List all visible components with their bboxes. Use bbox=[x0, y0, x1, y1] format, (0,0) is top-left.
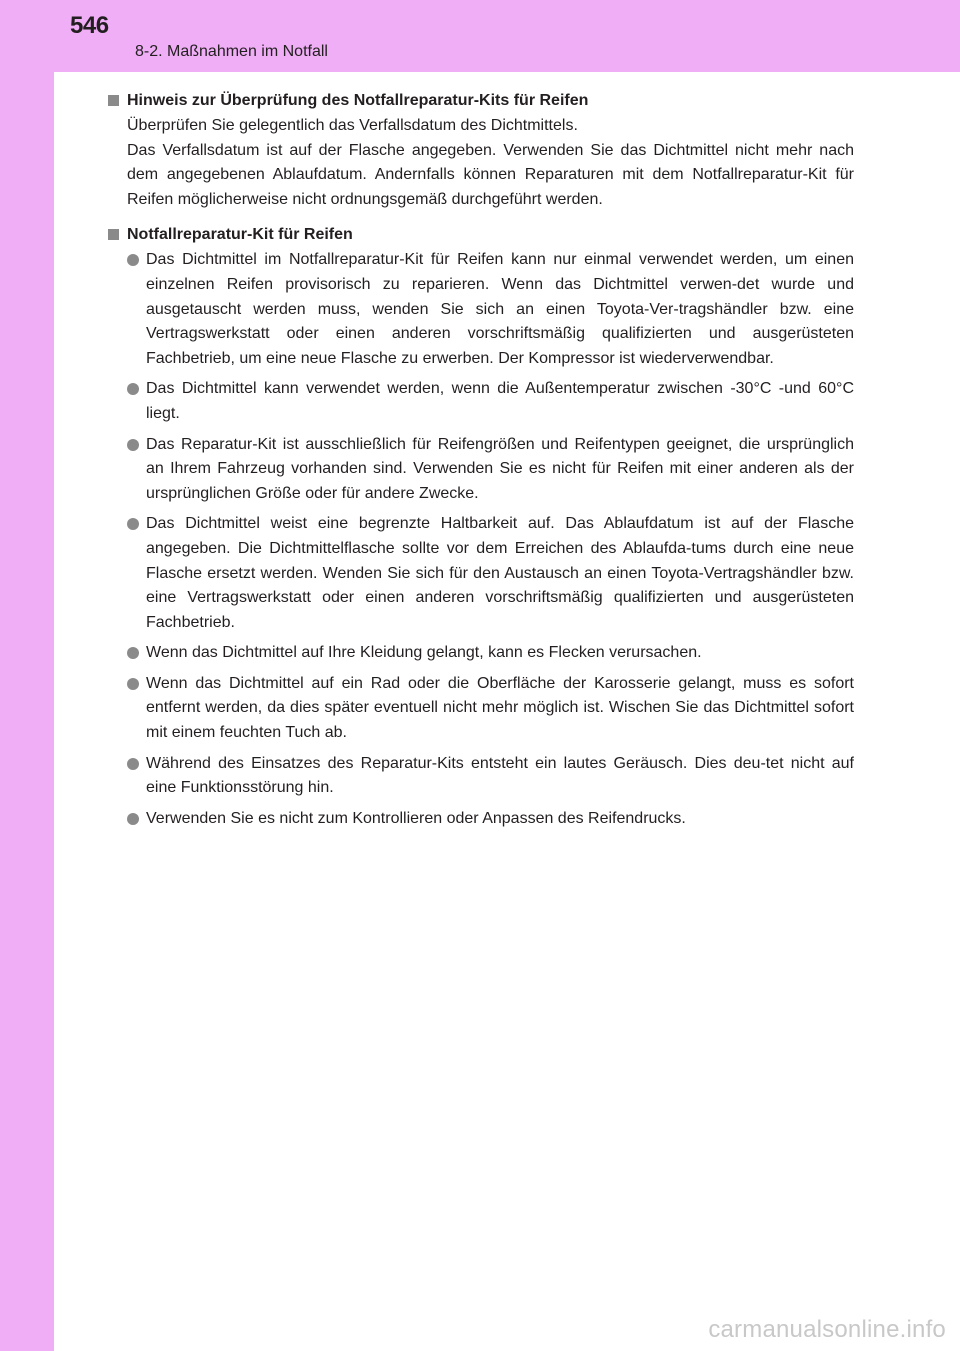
circle-bullet-icon bbox=[127, 439, 139, 451]
section-heading bbox=[108, 223, 854, 247]
paragraph: Überprüfen Sie gelegentlich das Verfallsdatum des Dichtmittels. bbox=[127, 117, 578, 134]
list-item bbox=[108, 807, 854, 832]
list-item-text: Während des Einsatzes des Reparatur-Kits entsteht ein lautes Geräusch. Dies deu-tet nicht auf eine Funktionsstörung hin. bbox=[146, 754, 854, 797]
list-item bbox=[108, 641, 854, 666]
chapter-title: 8-2. Maßnahmen im Notfall bbox=[135, 43, 328, 60]
list-item bbox=[108, 752, 854, 801]
square-bullet-icon bbox=[108, 95, 119, 106]
section-sealant-check bbox=[108, 89, 854, 212]
list-item-text: Verwenden Sie es nicht zum Kontrollieren oder Anpassen des Reifendrucks. bbox=[146, 809, 686, 827]
list-item bbox=[108, 512, 854, 635]
list-item-text: Das Dichtmittel im Notfallreparatur-Kit für Reifen kann nur einmal verwendet werden, um einen einzelnen Reifen provisorisch zu reparieren. Wenn das Dichtmittel verwen-det wurde und ausgetauscht werden muss, wenden Sie sich an einen Toyota-Ver-tragshändler bzw. eine Vertragswerkstatt oder einen anderen vorschriftsmäßig qualifizierten und ausgerüsteten Fachbetrieb, um eine neue Flasche zu erwerben. Der Kompressor ist wiederverwendbar. bbox=[146, 251, 854, 367]
list-item-text: Das Reparatur-Kit ist ausschließlich für Reifengrößen und Reifentypen geeignet, die ursprünglich an Ihrem Fahrzeug vorhanden sind. Verwenden Sie es nicht für Reifen mit einer anderen als der ursprünglichen Größe oder für andere Zwecke. bbox=[146, 435, 854, 502]
list-item-text: Wenn das Dichtmittel auf ein Rad oder die Oberfläche der Karosserie gelangt, muss es sofort entfernt werden, da dies später eventuell nicht mehr möglich ist. Wischen Sie das Dichtmittel sofort mit einem feuchten Tuch ab. bbox=[146, 674, 854, 742]
section-heading-text: Hinweis zur Überprüfung des Notfallreparatur-Kits für Reifen bbox=[127, 92, 589, 109]
circle-bullet-icon bbox=[127, 813, 139, 825]
page-number: 546 bbox=[70, 12, 109, 39]
list-item bbox=[108, 433, 854, 507]
bullet-list bbox=[108, 248, 854, 831]
section-heading bbox=[108, 89, 854, 113]
circle-bullet-icon bbox=[127, 678, 139, 690]
square-bullet-icon bbox=[108, 229, 119, 240]
section-repair-kit bbox=[108, 223, 854, 831]
list-item-text: Das Dichtmittel kann verwendet werden, wenn die Außentemperatur zwischen -30°C -und 60°C liegt. bbox=[146, 380, 854, 422]
circle-bullet-icon bbox=[127, 254, 139, 266]
list-item bbox=[108, 672, 854, 746]
list-item-text: Das Dichtmittel weist eine begrenzte Haltbarkeit auf. Das Ablaufdatum ist auf der Flasche angegeben. Die Dichtmittelflasche sollte vor dem Erreichen des Ablaufda-tums durch eine neue Flasche ersetzt werden. Wenden Sie sich für den Austausch an einen Toyota-Vertragshändler bzw. eine Vertragswerkstatt oder einen anderen vorschriftsmäßig qualifizierten und ausgerüsteten Fachbetrieb. bbox=[146, 515, 854, 631]
list-item-text: Wenn das Dichtmittel auf Ihre Kleidung gelangt, kann es Flecken verursachen. bbox=[146, 644, 702, 662]
circle-bullet-icon bbox=[127, 518, 139, 530]
header-bar bbox=[54, 0, 960, 72]
watermark-link[interactable]: carmanualsonline.info bbox=[708, 1316, 946, 1343]
paragraph: Das Verfallsdatum ist auf der Flasche angegeben. Verwenden Sie das Dichtmittel nicht mehr nach dem angegebenen Ablaufdatum. Andernfalls können Reparaturen mit dem Notfallreparatur-Kit für Reifen möglicherweise nicht ordnungsgemäß durchgeführt werden. bbox=[127, 141, 854, 208]
section-heading-text: Notfallreparatur-Kit für Reifen bbox=[127, 226, 353, 244]
list-item bbox=[108, 248, 854, 371]
list-item bbox=[108, 377, 854, 426]
circle-bullet-icon bbox=[127, 758, 139, 770]
side-color-strip bbox=[0, 0, 54, 1351]
circle-bullet-icon bbox=[127, 383, 139, 395]
page-content bbox=[108, 89, 854, 842]
circle-bullet-icon bbox=[127, 647, 139, 659]
